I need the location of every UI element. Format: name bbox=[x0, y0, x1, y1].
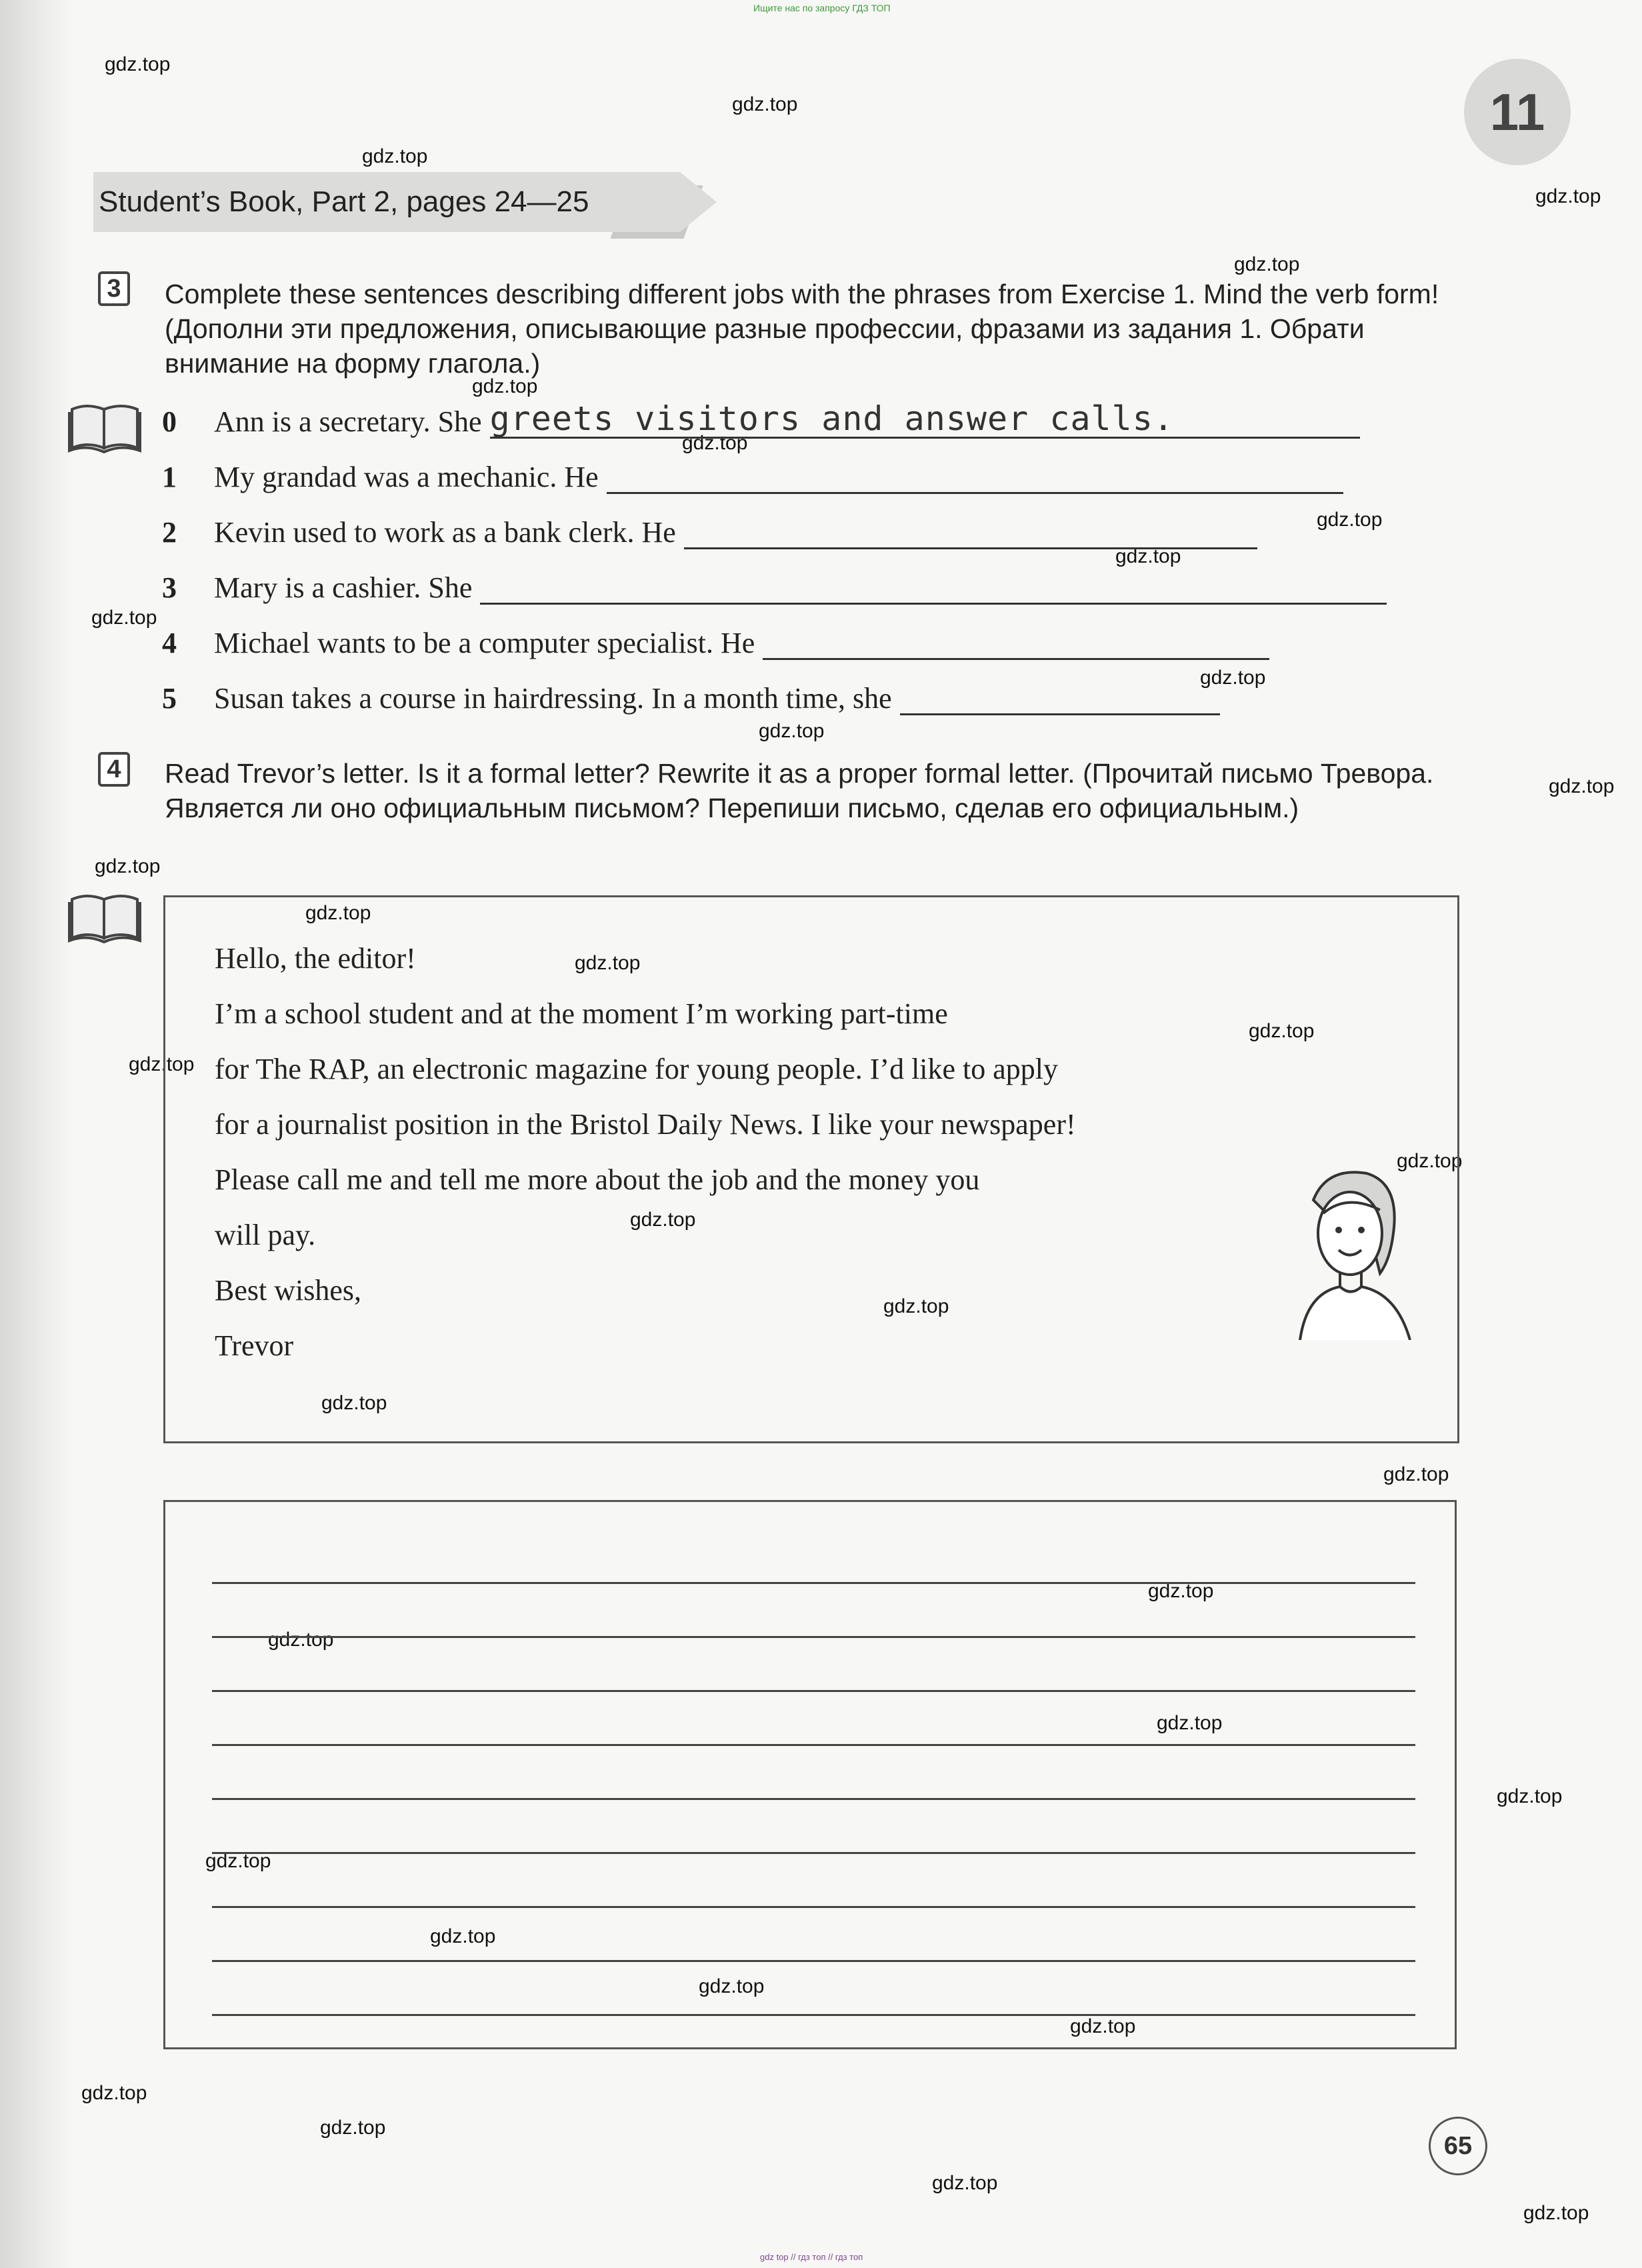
writing-line[interactable] bbox=[212, 1744, 1415, 1746]
exercise-3-number: 3 bbox=[98, 271, 130, 306]
letter-line: Trevor bbox=[215, 1329, 294, 1362]
writing-line[interactable] bbox=[212, 1960, 1415, 1962]
book-icon bbox=[67, 400, 143, 453]
girl-illustration bbox=[1287, 1160, 1420, 1340]
watermark: gdz.top bbox=[268, 1629, 334, 1651]
exercise-3-item-0 bbox=[162, 399, 1360, 439]
letter-line: for a journalist position in the Bristol Daily News. I like your newspaper! bbox=[215, 1108, 1076, 1141]
letter-line: I’m a school student and at the moment I’m working part-time bbox=[215, 997, 948, 1030]
exercise-3-item-1 bbox=[162, 454, 1343, 494]
watermark: gdz.top bbox=[932, 2172, 998, 2194]
answer-line[interactable] bbox=[489, 399, 1360, 439]
watermark: gdz.top bbox=[430, 1925, 496, 1947]
watermark: gdz.top bbox=[1148, 1580, 1214, 1602]
letter-line: Please call me and tell me more about the job and the money you bbox=[215, 1163, 980, 1196]
watermark: gdz.top bbox=[1523, 2202, 1589, 2224]
writing-line[interactable] bbox=[212, 1636, 1415, 1638]
book-icon bbox=[67, 890, 143, 943]
exercise-3-item-4 bbox=[162, 620, 1269, 660]
writing-line[interactable] bbox=[212, 1906, 1415, 1908]
watermark: gdz.top bbox=[1249, 1020, 1315, 1042]
watermark: gdz.top bbox=[630, 1209, 696, 1231]
watermark: gdz.top bbox=[205, 1850, 271, 1872]
header-arrow bbox=[680, 172, 717, 232]
watermark: gdz.top bbox=[575, 952, 641, 974]
item-number: 4 bbox=[162, 627, 177, 659]
page-number: 65 bbox=[1429, 2117, 1487, 2175]
item-number: 5 bbox=[162, 682, 177, 715]
handwritten-answer: greets visitors and answer calls. bbox=[489, 399, 1174, 438]
watermark: gdz.top bbox=[1234, 253, 1300, 275]
item-text: Susan takes a course in hairdressing. In a month time, she bbox=[214, 682, 892, 715]
watermark: gdz.top bbox=[1535, 185, 1601, 207]
item-text: Kevin used to work as a bank clerk. He bbox=[214, 516, 676, 549]
watermark: gdz.top bbox=[1157, 1712, 1223, 1734]
watermark: gdz.top bbox=[883, 1295, 949, 1317]
item-number: 0 bbox=[162, 405, 177, 438]
watermark: gdz.top bbox=[1497, 1785, 1563, 1807]
item-text: My grandad was a mechanic. He bbox=[214, 461, 599, 493]
watermark: gdz.top bbox=[759, 720, 825, 742]
item-text: Mary is a cashier. She bbox=[214, 571, 473, 604]
writing-line[interactable] bbox=[212, 2014, 1415, 2016]
page-spine-shadow bbox=[0, 0, 73, 2268]
exercise-4-number: 4 bbox=[98, 752, 130, 787]
writing-line[interactable] bbox=[212, 1852, 1415, 1854]
writing-line[interactable] bbox=[212, 1690, 1415, 1692]
writing-line[interactable] bbox=[212, 1798, 1415, 1800]
exercise-3-item-5 bbox=[162, 675, 1220, 715]
exercise-3-item-3 bbox=[162, 565, 1387, 605]
section-header: Student’s Book, Part 2, pages 24—25 bbox=[93, 172, 680, 232]
item-number: 1 bbox=[162, 461, 177, 493]
exercise-4-instruction: Read Trevor’s letter. Is it a formal letter? Rewrite it as a proper formal letter. (Прочитай письмо Тревора. Является ли оно официальным письмом? Перепиши письмо, сделав его официальным.) bbox=[165, 758, 1434, 823]
watermark: gdz.top bbox=[81, 2082, 147, 2104]
item-number: 3 bbox=[162, 571, 177, 604]
answer-line[interactable] bbox=[763, 629, 1269, 660]
exercise-3-instruction: Complete these sentences describing different jobs with the phrases from Exercise 1. Mind the verb form! (Дополни эти предложения, описывающие разные профессии, фразами из задания 1. Обрати внимание на форму глагола.) bbox=[165, 279, 1439, 379]
watermark: gdz.top bbox=[320, 2117, 386, 2139]
unit-number: 11 bbox=[1464, 59, 1571, 165]
watermark: gdz.top bbox=[321, 1392, 387, 1414]
letter-line: Hello, the editor! bbox=[215, 942, 416, 975]
watermark: gdz.top bbox=[682, 432, 748, 454]
watermark: gdz.top bbox=[129, 1053, 195, 1075]
item-number: 2 bbox=[162, 516, 177, 549]
answer-line[interactable] bbox=[900, 684, 1220, 715]
writing-line[interactable] bbox=[212, 1582, 1415, 1584]
watermark: gdz.top bbox=[1115, 545, 1181, 567]
watermark: gdz.top bbox=[95, 855, 161, 877]
item-text: Michael wants to be a computer specialist. He bbox=[214, 627, 755, 659]
watermark: gdz.top bbox=[472, 375, 538, 397]
watermark: gdz.top bbox=[732, 93, 798, 115]
letter-line: will pay. bbox=[215, 1219, 316, 1251]
answer-line[interactable] bbox=[607, 463, 1343, 494]
exercise-3-item-2 bbox=[162, 509, 1257, 549]
watermark: gdz.top bbox=[1070, 2015, 1136, 2037]
watermark: gdz.top bbox=[1383, 1463, 1449, 1485]
letter-line: for The RAP, an electronic magazine for young people. I’d like to apply bbox=[215, 1053, 1059, 1085]
answer-line[interactable] bbox=[684, 518, 1257, 549]
watermark: gdz.top bbox=[305, 902, 371, 924]
answer-line[interactable] bbox=[480, 573, 1387, 605]
watermark: gdz.top bbox=[1397, 1150, 1463, 1172]
watermark: gdz.top bbox=[699, 1975, 765, 1997]
watermark: gdz.top bbox=[91, 607, 157, 629]
top-banner: Ищите нас по запросу ГДЗ ТОП bbox=[753, 3, 891, 13]
watermark: gdz.top bbox=[105, 53, 171, 75]
letter-line: Best wishes, bbox=[215, 1274, 361, 1307]
watermark: gdz.top bbox=[1200, 667, 1266, 689]
watermark: gdz.top bbox=[1317, 509, 1383, 531]
watermark: gdz.top bbox=[362, 145, 428, 167]
item-text: Ann is a secretary. She bbox=[214, 405, 482, 438]
watermark: gdz.top bbox=[1549, 775, 1615, 797]
bottom-banner: gdz top // гдз топ // гдз топ bbox=[760, 2252, 863, 2262]
